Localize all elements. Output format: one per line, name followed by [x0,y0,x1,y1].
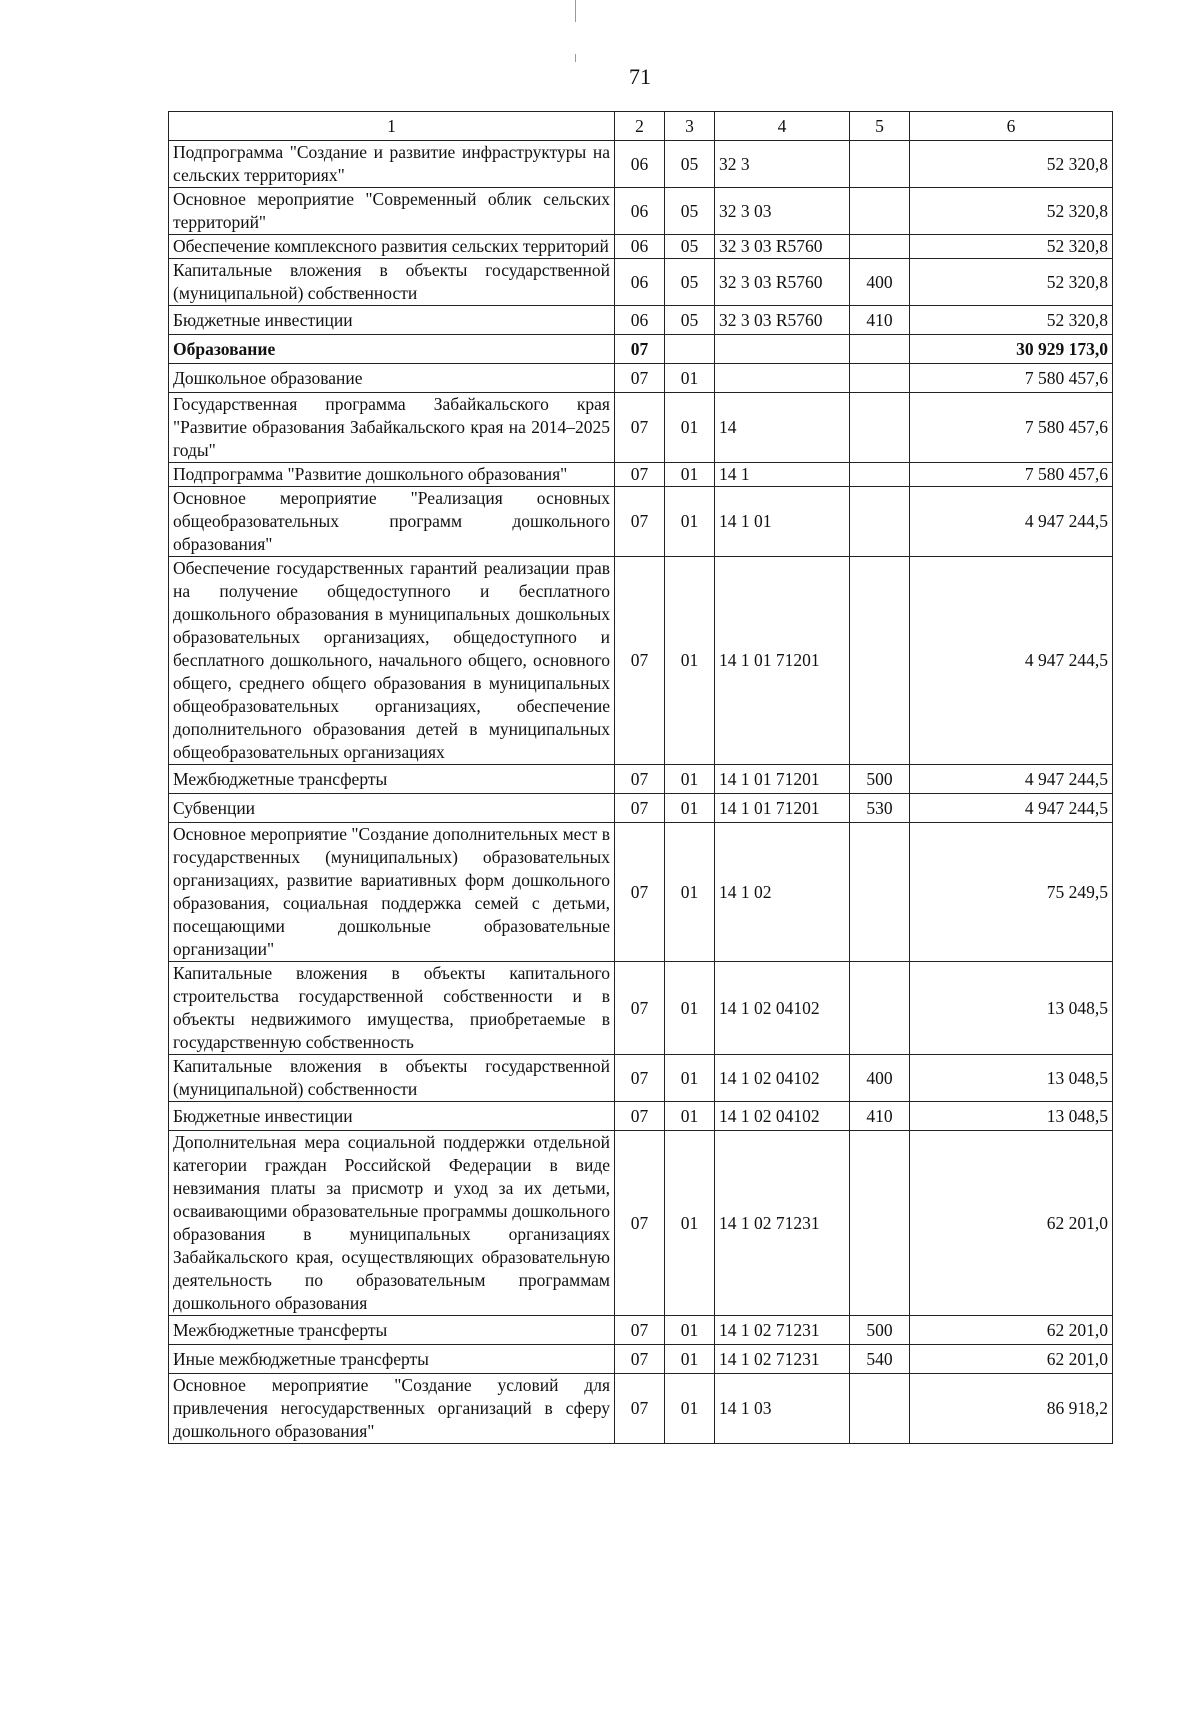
table-body [169,141,1113,1444]
cell-amount: 13 048,5 [910,1055,1113,1102]
cell-amount: 13 048,5 [910,962,1113,1055]
cell-target-article: 14 [715,393,850,463]
cell-section: 07 [615,765,665,794]
cell-expense-type [850,557,910,765]
cell-section: 07 [615,1316,665,1345]
cell-name: Основное мероприятие "Реализация основных общеобразовательных программ дошкольного образования" [169,487,615,557]
cell-name: Капитальные вложения в объекты капитального строительства государственной собственности и в объекты недвижимого имущества, приобретаемые в государственную собственность [169,962,615,1055]
cell-subsection: 01 [665,823,715,962]
table-row [169,335,1113,364]
cell-amount: 75 249,5 [910,823,1113,962]
cell-subsection: 01 [665,1345,715,1374]
cell-subsection: 05 [665,188,715,235]
cell-target-article: 14 1 02 71231 [715,1316,850,1345]
table-row [169,1055,1113,1102]
cell-amount: 62 201,0 [910,1131,1113,1316]
cell-section: 07 [615,1055,665,1102]
scan-artifact-mid [575,54,576,62]
cell-target-article: 32 3 03 R5760 [715,235,850,259]
cell-name: Капитальные вложения в объекты государственной (муниципальной) собственности [169,1055,615,1102]
cell-amount: 86 918,2 [910,1374,1113,1444]
cell-target-article: 32 3 03 [715,188,850,235]
cell-amount: 52 320,8 [910,259,1113,306]
cell-expense-type [850,823,910,962]
cell-section: 06 [615,259,665,306]
cell-section: 06 [615,235,665,259]
cell-expense-type [850,1374,910,1444]
cell-target-article: 14 1 [715,463,850,487]
cell-subsection: 01 [665,487,715,557]
cell-section: 07 [615,962,665,1055]
cell-amount: 30 929 173,0 [910,335,1113,364]
cell-section: 07 [615,463,665,487]
cell-amount: 62 201,0 [910,1316,1113,1345]
cell-subsection: 01 [665,765,715,794]
cell-amount: 13 048,5 [910,1102,1113,1131]
cell-expense-type [850,1131,910,1316]
cell-subsection: 05 [665,141,715,188]
cell-section: 07 [615,335,665,364]
cell-amount: 7 580 457,6 [910,463,1113,487]
cell-expense-type [850,962,910,1055]
cell-name: Иные межбюджетные трансферты [169,1345,615,1374]
cell-name: Государственная программа Забайкальского края "Развитие образования Забайкальского края на 2014–2025 годы" [169,393,615,463]
cell-target-article: 14 1 02 04102 [715,1102,850,1131]
cell-name: Дополнительная мера социальной поддержки отдельной категории граждан Российской Федерации в виде невзимания платы за присмотр и уход за их детьми, осваивающими образовательные программы дошкольного образования в муниципальных организациях Забайкальского края, осуществляющих образовательную деятельность по образовательным программам дошкольного образования [169,1131,615,1316]
cell-section: 07 [615,557,665,765]
cell-expense-type [850,235,910,259]
cell-expense-type [850,188,910,235]
cell-expense-type: 500 [850,765,910,794]
cell-name: Образование [169,335,615,364]
cell-section: 07 [615,393,665,463]
cell-target-article: 14 1 01 71201 [715,794,850,823]
page-number: 71 [629,64,651,89]
table-row [169,794,1113,823]
cell-section: 07 [615,364,665,393]
cell-target-article: 14 1 03 [715,1374,850,1444]
cell-name: Подпрограмма "Создание и развитие инфраструктуры на сельских территориях" [169,141,615,188]
cell-section: 06 [615,306,665,335]
cell-target-article: 14 1 01 [715,487,850,557]
cell-amount: 62 201,0 [910,1345,1113,1374]
cell-section: 07 [615,1102,665,1131]
cell-target-article: 32 3 03 R5760 [715,259,850,306]
cell-expense-type: 540 [850,1345,910,1374]
cell-subsection: 01 [665,1316,715,1345]
cell-section: 07 [615,487,665,557]
cell-name: Основное мероприятие "Современный облик сельских территорий" [169,188,615,235]
cell-section: 06 [615,141,665,188]
table-row [169,1131,1113,1316]
cell-name: Обеспечение государственных гарантий реализации прав на получение общедоступного и бесплатного дошкольного образования в муниципальных дошкольных образовательных организациях, общедоступного и бесплатного дошкольного, начального общего, основного общего, среднего общего образования в муниципальных общеобразовательных организациях, обеспечение дополнительного образования детей в муниципальных общеобразовательных организациях [169,557,615,765]
cell-name: Обеспечение комплексного развития сельских территорий [169,235,615,259]
cell-name: Основное мероприятие "Создание дополнительных мест в государственных (муниципальных) образовательных организациях, развитие вариативных форм дошкольного образования, социальная поддержка семей с детьми, посещающими дошкольные образовательные организации" [169,823,615,962]
cell-target-article: 32 3 03 R5760 [715,306,850,335]
cell-expense-type: 400 [850,1055,910,1102]
table-row [169,1374,1113,1444]
cell-target-article: 14 1 02 71231 [715,1345,850,1374]
table-row [169,364,1113,393]
cell-expense-type [850,141,910,188]
cell-amount: 52 320,8 [910,235,1113,259]
cell-target-article: 14 1 01 71201 [715,557,850,765]
table-row [169,306,1113,335]
cell-section: 07 [615,794,665,823]
scan-artifact-top [575,0,576,22]
cell-expense-type: 500 [850,1316,910,1345]
header-col-2: 2 [615,112,665,141]
cell-expense-type [850,335,910,364]
cell-subsection: 01 [665,1102,715,1131]
cell-amount: 7 580 457,6 [910,364,1113,393]
cell-section: 06 [615,188,665,235]
cell-name: Межбюджетные трансферты [169,1316,615,1345]
cell-subsection [665,335,715,364]
cell-name: Субвенции [169,794,615,823]
cell-subsection: 05 [665,259,715,306]
cell-subsection: 01 [665,1055,715,1102]
cell-amount: 52 320,8 [910,188,1113,235]
cell-expense-type: 410 [850,306,910,335]
cell-target-article: 14 1 02 71231 [715,1131,850,1316]
table-row [169,1345,1113,1374]
cell-subsection: 01 [665,962,715,1055]
cell-amount: 4 947 244,5 [910,557,1113,765]
table-header [169,112,1113,141]
table-row [169,1316,1113,1345]
header-col-1: 1 [169,112,615,141]
cell-expense-type: 410 [850,1102,910,1131]
cell-expense-type [850,463,910,487]
cell-expense-type [850,393,910,463]
cell-target-article [715,335,850,364]
table-row [169,487,1113,557]
cell-amount: 4 947 244,5 [910,794,1113,823]
cell-expense-type [850,364,910,393]
header-col-3: 3 [665,112,715,141]
header-col-4: 4 [715,112,850,141]
cell-subsection: 01 [665,463,715,487]
header-col-6: 6 [910,112,1113,141]
table-row [169,141,1113,188]
table-row [169,393,1113,463]
cell-section: 07 [615,1131,665,1316]
table-row [169,1102,1113,1131]
cell-name: Бюджетные инвестиции [169,1102,615,1131]
cell-section: 07 [615,1345,665,1374]
cell-target-article: 14 1 02 [715,823,850,962]
cell-name: Капитальные вложения в объекты государственной (муниципальной) собственности [169,259,615,306]
cell-amount: 52 320,8 [910,306,1113,335]
cell-name: Межбюджетные трансферты [169,765,615,794]
cell-amount: 4 947 244,5 [910,487,1113,557]
cell-section: 07 [615,1374,665,1444]
cell-name: Основное мероприятие "Создание условий для привлечения негосударственных организаций в сферу дошкольного образования" [169,1374,615,1444]
cell-target-article: 14 1 02 04102 [715,1055,850,1102]
cell-subsection: 05 [665,306,715,335]
cell-subsection: 01 [665,393,715,463]
cell-name: Подпрограмма "Развитие дошкольного образования" [169,463,615,487]
cell-subsection: 05 [665,235,715,259]
table-row [169,765,1113,794]
table-row [169,557,1113,765]
cell-amount: 4 947 244,5 [910,765,1113,794]
cell-subsection: 01 [665,1374,715,1444]
cell-amount: 52 320,8 [910,141,1113,188]
table-row [169,962,1113,1055]
cell-subsection: 01 [665,1131,715,1316]
cell-target-article: 14 1 01 71201 [715,765,850,794]
cell-name: Бюджетные инвестиции [169,306,615,335]
cell-section: 07 [615,823,665,962]
table-row [169,463,1113,487]
cell-subsection: 01 [665,794,715,823]
cell-expense-type: 530 [850,794,910,823]
cell-target-article: 14 1 02 04102 [715,962,850,1055]
cell-target-article [715,364,850,393]
cell-target-article: 32 3 [715,141,850,188]
table-row [169,235,1113,259]
header-col-5: 5 [850,112,910,141]
table-row [169,823,1113,962]
table-row [169,188,1113,235]
cell-expense-type: 400 [850,259,910,306]
cell-amount: 7 580 457,6 [910,393,1113,463]
cell-name: Дошкольное образование [169,364,615,393]
budget-table [168,111,1113,1444]
cell-expense-type [850,487,910,557]
cell-subsection: 01 [665,364,715,393]
table-row [169,259,1113,306]
cell-subsection: 01 [665,557,715,765]
